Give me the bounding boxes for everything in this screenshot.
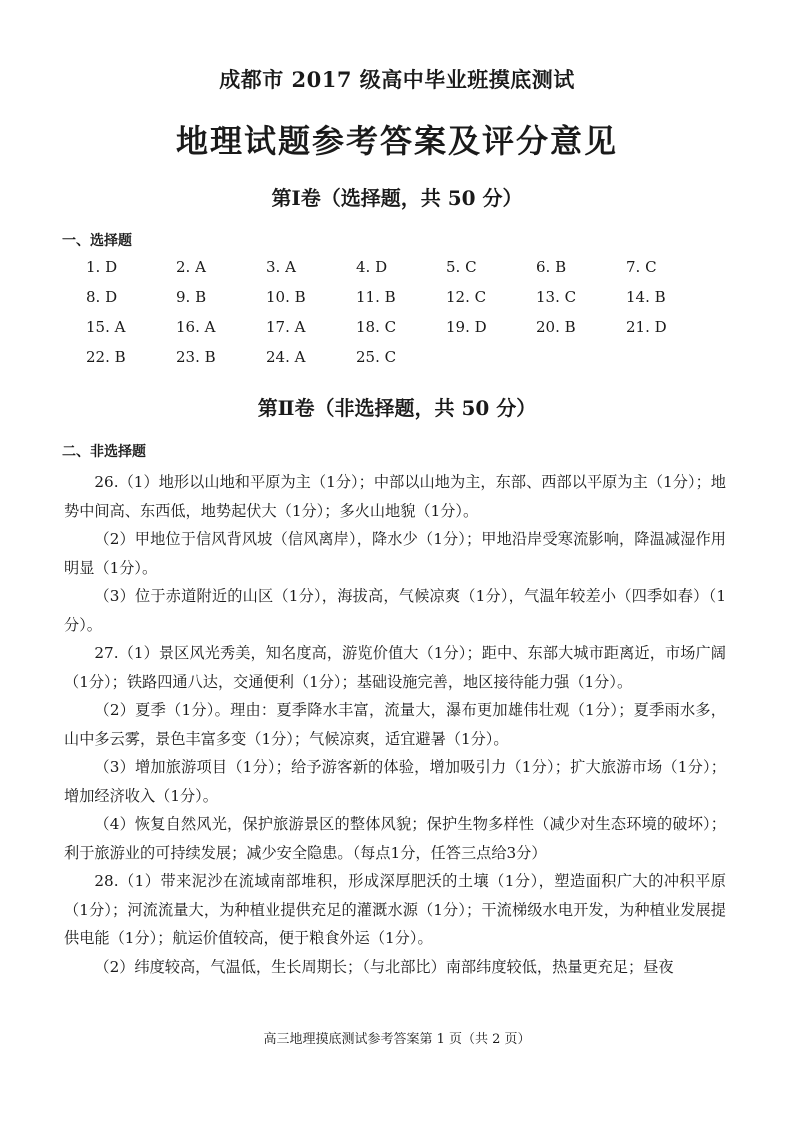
- answer-item: 15. A: [86, 318, 126, 336]
- answer-item: 18. C: [356, 318, 397, 336]
- answer-item: 16. A: [176, 318, 216, 336]
- answer-item: 1. D: [86, 258, 118, 276]
- document-title: 地理试题参考答案及评分意见: [175, 122, 618, 160]
- answer-row: [86, 258, 726, 288]
- answer-paragraph: 28.（1）带来泥沙在流域南部堆积，形成深厚肥沃的土壤（1分），塑造面积广大的冲积平原（1分）；河流流量大，为种植业提供充足的灌溉水源（1分）；干流梯级水电开发，为种植业发展提供电能（1分）；航运价值较高，便于粮食外运（1分）。: [64, 872, 726, 947]
- part2-title: 第Ⅱ卷（非选择题，共 50 分）: [257, 396, 537, 420]
- answer-paragraph: （2）纬度较高，气温低，生长周期长；（与北部比）南部纬度较低，热量更充足；昼夜: [94, 957, 674, 976]
- answer-item: 3. A: [266, 258, 296, 276]
- answer-item: 21. D: [626, 318, 667, 336]
- answer-item: 11. B: [356, 288, 396, 306]
- answer-paragraph: （4）恢复自然风光，保护旅游景区的整体风貌；保护生物多样性（减少对生态环境的破坏）；利于旅游业的可持续发展；减少安全隐患。（每点1分，任答三点给3分）: [64, 815, 726, 862]
- answer-paragraph: （3）位于赤道附近的山区（1分），海拔高，气候凉爽（1分），气温年较差小（四季如春）（1分）。: [64, 587, 726, 634]
- answer-item: 8. D: [86, 288, 118, 306]
- answer-paragraph: （3）增加旅游项目（1分）；给予游客新的体验，增加吸引力（1分）；扩大旅游市场（1分）；增加经济收入（1分）。: [64, 758, 726, 805]
- answer-item: 14. B: [626, 288, 666, 306]
- answer-paragraph: （2）甲地位于信风背风坡（信风离岸），降水少（1分）；甲地沿岸受寒流影响，降温减湿作用明显（1分）。: [64, 530, 726, 577]
- part1-heading: 一、选择题: [62, 233, 132, 249]
- answer-item: 24. A: [266, 348, 306, 366]
- answer-item: 7. C: [626, 258, 657, 276]
- answer-row: [86, 318, 726, 348]
- answer-row: [86, 348, 726, 378]
- answer-item: 20. B: [536, 318, 576, 336]
- answer-paragraph: 27.（1）景区风光秀美，知名度高，游览价值大（1分）；距中、东部大城市距离近，市场广阔（1分）；铁路四通八达，交通便利（1分）；基础设施完善，地区接待能力强（1分）。: [64, 644, 726, 691]
- answer-item: 12. C: [446, 288, 487, 306]
- answer-item: 10. B: [266, 288, 306, 306]
- answer-item: 4. D: [356, 258, 388, 276]
- choice-answer-grid: [86, 258, 726, 378]
- answer-item: 23. B: [176, 348, 216, 366]
- answer-item: 25. C: [356, 348, 397, 366]
- answer-item: 9. B: [176, 288, 207, 306]
- answer-item: 19. D: [446, 318, 487, 336]
- answer-paragraph: 26.（1）地形以山地和平原为主（1分）；中部以山地为主，东部、西部以平原为主（1分）；地势中间高、东西低，地势起伏大（1分）；多火山地貌（1分）。: [64, 473, 726, 520]
- answer-item: 2. A: [176, 258, 206, 276]
- answer-paragraph: （2）夏季（1分）。理由：夏季降水丰富，流量大，瀑布更加雄伟壮观（1分）；夏季雨水多，山中多云雾，景色丰富多变（1分）；气候凉爽，适宜避暑（1分）。: [64, 701, 726, 748]
- answer-item: 5. C: [446, 258, 477, 276]
- exam-title: 成都市 2017 级高中毕业班摸底测试: [219, 67, 575, 92]
- answer-body: [64, 468, 726, 981]
- answer-row: [86, 288, 726, 318]
- answer-item: 6. B: [536, 258, 567, 276]
- answer-item: 13. C: [536, 288, 577, 306]
- part2-heading: 二、非选择题: [62, 444, 146, 460]
- answer-item: 17. A: [266, 318, 306, 336]
- answer-item: 22. B: [86, 348, 126, 366]
- part1-title: 第Ⅰ卷（选择题，共 50 分）: [271, 186, 523, 210]
- page-footer: 高三地理摸底测试参考答案第 1 页（共 2 页）: [263, 1032, 531, 1047]
